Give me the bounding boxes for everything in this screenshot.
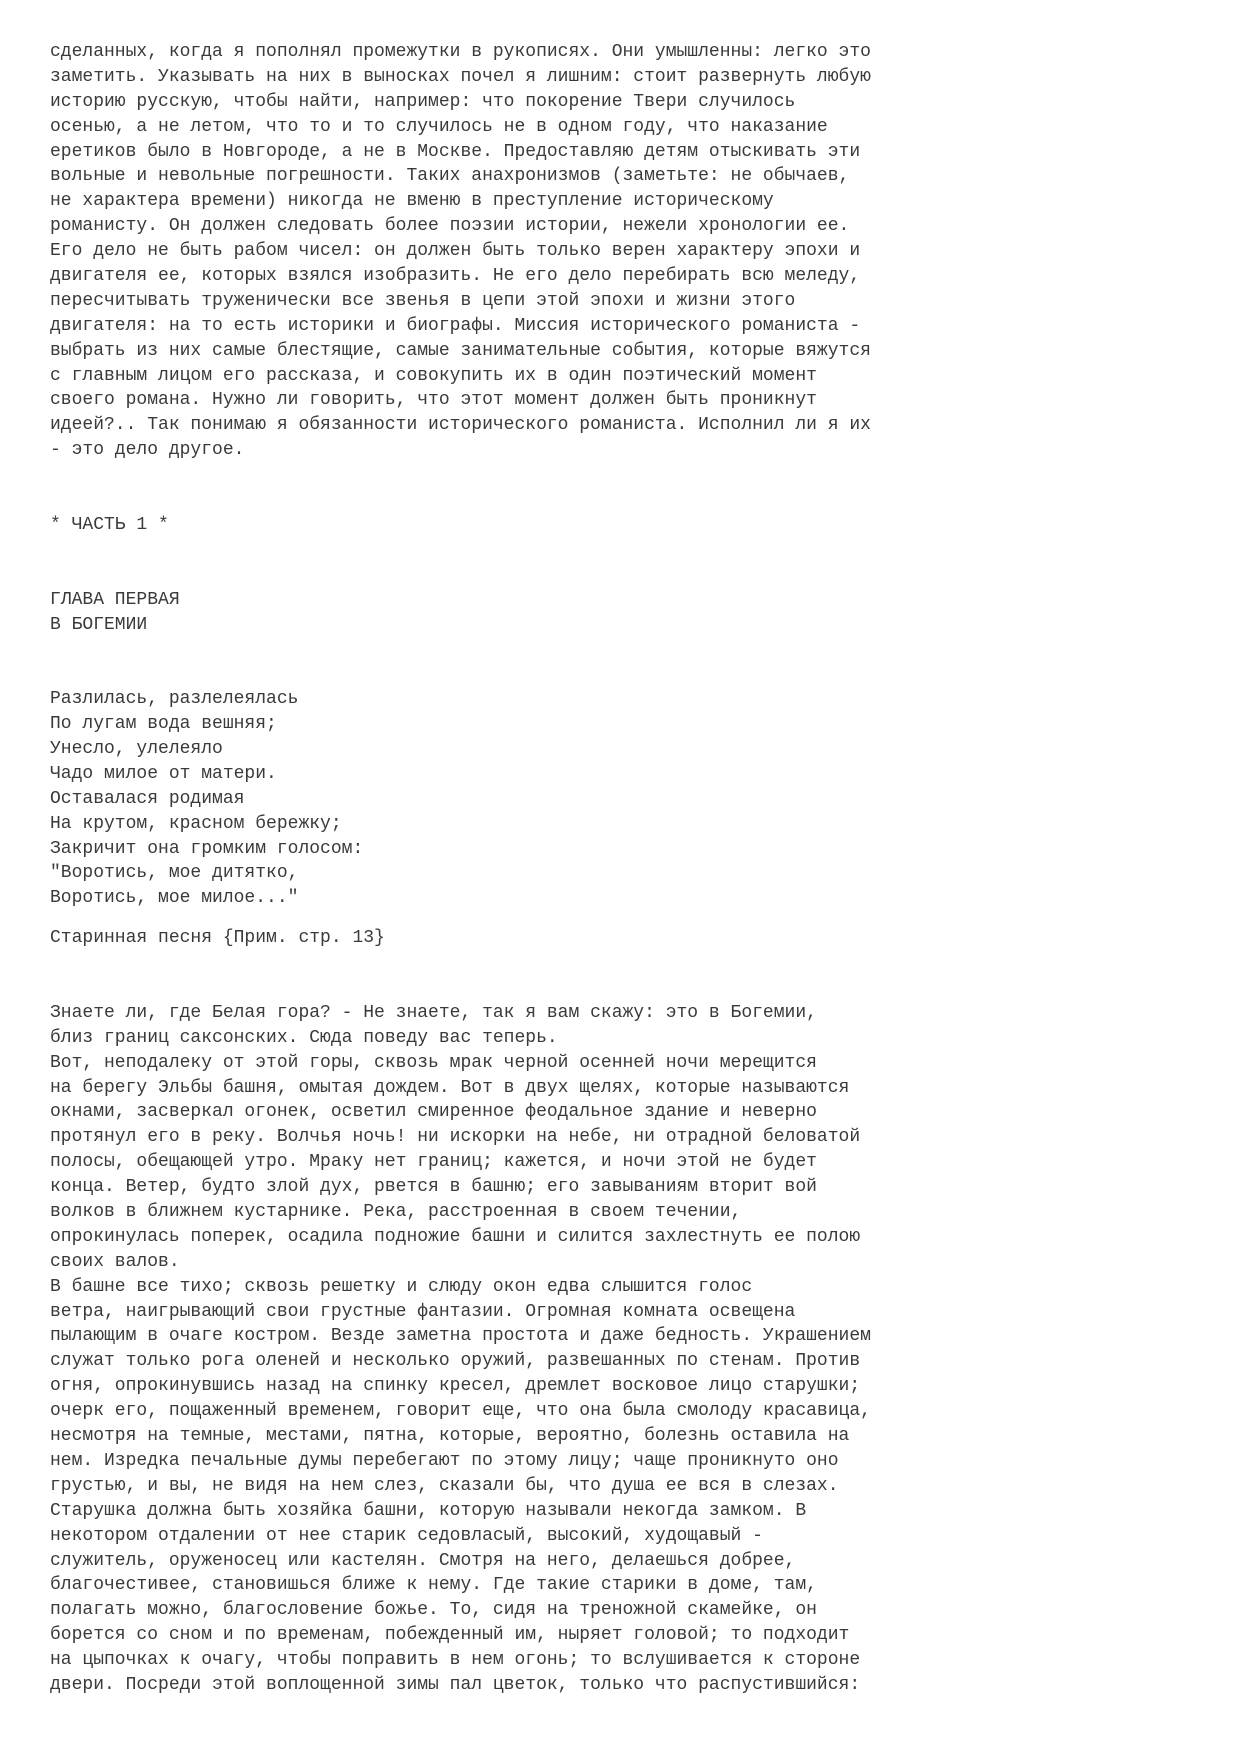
text-line: близ границ саксонских. Сюда поведу вас теперь. xyxy=(50,1027,558,1048)
text-line: своих валов. xyxy=(50,1251,180,1272)
text-line: огня, опрокинувшись назад на спинку кресел, дремлет восковое лицо старушки; xyxy=(50,1376,861,1397)
epigraph xyxy=(50,687,1200,951)
text-line: - это дело другое. xyxy=(50,440,245,461)
text-line: идеей?.. Так понимаю я обязанности исторического романиста. Исполнил ли я их xyxy=(50,415,871,436)
text-line: ветра, наигрывающий свои грустные фантазии. Огромная комната освещена xyxy=(50,1301,796,1322)
text-line: пылающим в очаге костром. Везде заметна простота и даже бедность. Украшением xyxy=(50,1326,871,1347)
text-line: служитель, оруженосец или кастелян. Смотря на него, делаешься добрее, xyxy=(50,1550,796,1571)
text-line: на цыпочках к очагу, чтобы поправить в нем огонь; то вслушивается к стороне xyxy=(50,1650,861,1671)
text-line: В башне все тихо; сквозь решетку и слюду окон едва слышится голос xyxy=(50,1276,753,1297)
text-line: несмотря на темные, местами, пятна, которые, вероятно, болезнь оставила на xyxy=(50,1426,850,1447)
epigraph-source: Старинная песня {Прим. стр. 13} xyxy=(50,928,385,949)
text-line: еретиков было в Новгороде, а не в Москве. Предоставляю детям отыскивать эти xyxy=(50,141,861,162)
text-line: двигателя: на то есть историки и биографы. Миссия исторического романиста - xyxy=(50,315,861,336)
text-line: Старушка должна быть хозяйка башни, которую называли некогда замком. В xyxy=(50,1500,807,1521)
epigraph-line: По лугам вода вешняя; xyxy=(50,714,277,735)
body-paragraph xyxy=(50,1001,1200,1698)
chapter-heading xyxy=(50,588,1200,638)
epigraph-line: "Воротись, мое дитятко, xyxy=(50,863,299,884)
spacer xyxy=(50,637,1200,687)
text-line: полагать можно, благословение божье. То, сидя на треножной скамейке, он xyxy=(50,1600,817,1621)
document-page xyxy=(50,40,1200,1698)
text-line: грустью, и вы, не видя на нем слез, сказали бы, что душа ее вся в слезах. xyxy=(50,1475,839,1496)
spacer xyxy=(50,463,1200,513)
text-line: волков в ближнем кустарнике. Река, расстроенная в своем течении, xyxy=(50,1202,742,1223)
text-line: очерк его, пощаженный временем, говорит еще, что она была смолоду красавица, xyxy=(50,1401,871,1422)
epigraph-line: Унесло, улелеяло xyxy=(50,738,223,759)
text-line: конца. Ветер, будто злой дух, рвется в башню; его завываниям вторит вой xyxy=(50,1177,817,1198)
text-line: с главным лицом его рассказа, и совокупить их в один поэтический момент xyxy=(50,365,817,386)
text-line: двигателя ее, которых взялся изобразить. Не его дело перебирать всю меледу, xyxy=(50,266,861,287)
text-line: полосы, обещающей утро. Мраку нет границ; кажется, и ночи этой не будет xyxy=(50,1152,817,1173)
spacer xyxy=(50,911,1200,926)
text-line: нем. Изредка печальные думы перебегают по этому лицу; чаще проникнуто оно xyxy=(50,1450,839,1471)
text-line: на берегу Эльбы башня, омытая дождем. Вот в двух щелях, которые называются xyxy=(50,1077,850,1098)
intro-paragraph xyxy=(50,40,1200,463)
text-line: Вот, неподалеку от этой горы, сквозь мрак черной осенней ночи мерещится xyxy=(50,1052,817,1073)
epigraph-line: Закричит она громким голосом: xyxy=(50,838,364,859)
text-line: пересчитывать труженически все звенья в цепи этой эпохи и жизни этого xyxy=(50,290,796,311)
text-line: выбрать из них самые блестящие, самые занимательные события, которые вяжутся xyxy=(50,340,871,361)
text-line: не характера времени) никогда не вменю в преступление историческому xyxy=(50,191,774,212)
epigraph-line: Воротись, мое милое..." xyxy=(50,888,299,909)
part-title: * ЧАСТЬ 1 * xyxy=(50,514,169,535)
text-line: борется со сном и по временам, побежденный им, ныряет головой; то подходит xyxy=(50,1625,850,1646)
text-line: заметить. Указывать на них в выносках почел я лишним: стоит развернуть любую xyxy=(50,66,871,87)
text-line: Знаете ли, где Белая гора? - Не знаете, так я вам скажу: это в Богемии, xyxy=(50,1002,817,1023)
text-line: сделанных, когда я пополнял промежутки в рукописях. Они умышленны: легко это xyxy=(50,42,871,62)
text-line: историю русскую, чтобы найти, например: что покорение Твери случилось xyxy=(50,91,796,112)
text-line: двери. Посреди этой воплощенной зимы пал цветок, только что распустившийся: xyxy=(50,1674,861,1695)
text-line: некотором отдалении от нее старик седовласый, высокий, худощавый - xyxy=(50,1525,763,1546)
text-line: вольные и невольные погрешности. Таких анахронизмов (заметьте: не обычаев, xyxy=(50,166,850,187)
epigraph-line: На крутом, красном бережку; xyxy=(50,813,342,834)
epigraph-line: Чадо милое от матери. xyxy=(50,763,277,784)
epigraph-line: Оставалася родимая xyxy=(50,788,245,809)
text-line: романисту. Он должен следовать более поэзии истории, нежели хронологии ее. xyxy=(50,216,850,237)
text-line: служат только рога оленей и несколько оружий, развешанных по стенам. Против xyxy=(50,1351,861,1372)
text-line: своего романа. Нужно ли говорить, что этот момент должен быть проникнут xyxy=(50,390,817,411)
text-line: окнами, засверкал огонек, осветил смиренное феодальное здание и неверно xyxy=(50,1102,817,1123)
text-line: протянул его в реку. Волчья ночь! ни искорки на небе, ни отрадной беловатой xyxy=(50,1127,861,1148)
chapter-title: ГЛАВА ПЕРВАЯ xyxy=(50,589,180,610)
text-line: опрокинулась поперек, осадила подножие башни и силится захлестнуть ее полою xyxy=(50,1226,861,1247)
text-line: осенью, а не летом, что то и то случилось не в одном году, что наказание xyxy=(50,116,828,137)
epigraph-line: Разлилась, разлелеялась xyxy=(50,689,299,710)
spacer xyxy=(50,951,1200,1001)
text-line: благочестивее, становишься ближе к нему. Где такие старики в доме, там, xyxy=(50,1575,817,1596)
chapter-subtitle: В БОГЕМИИ xyxy=(50,614,148,635)
spacer xyxy=(50,538,1200,588)
text-line: Его дело не быть рабом чисел: он должен быть только верен характеру эпохи и xyxy=(50,241,861,262)
